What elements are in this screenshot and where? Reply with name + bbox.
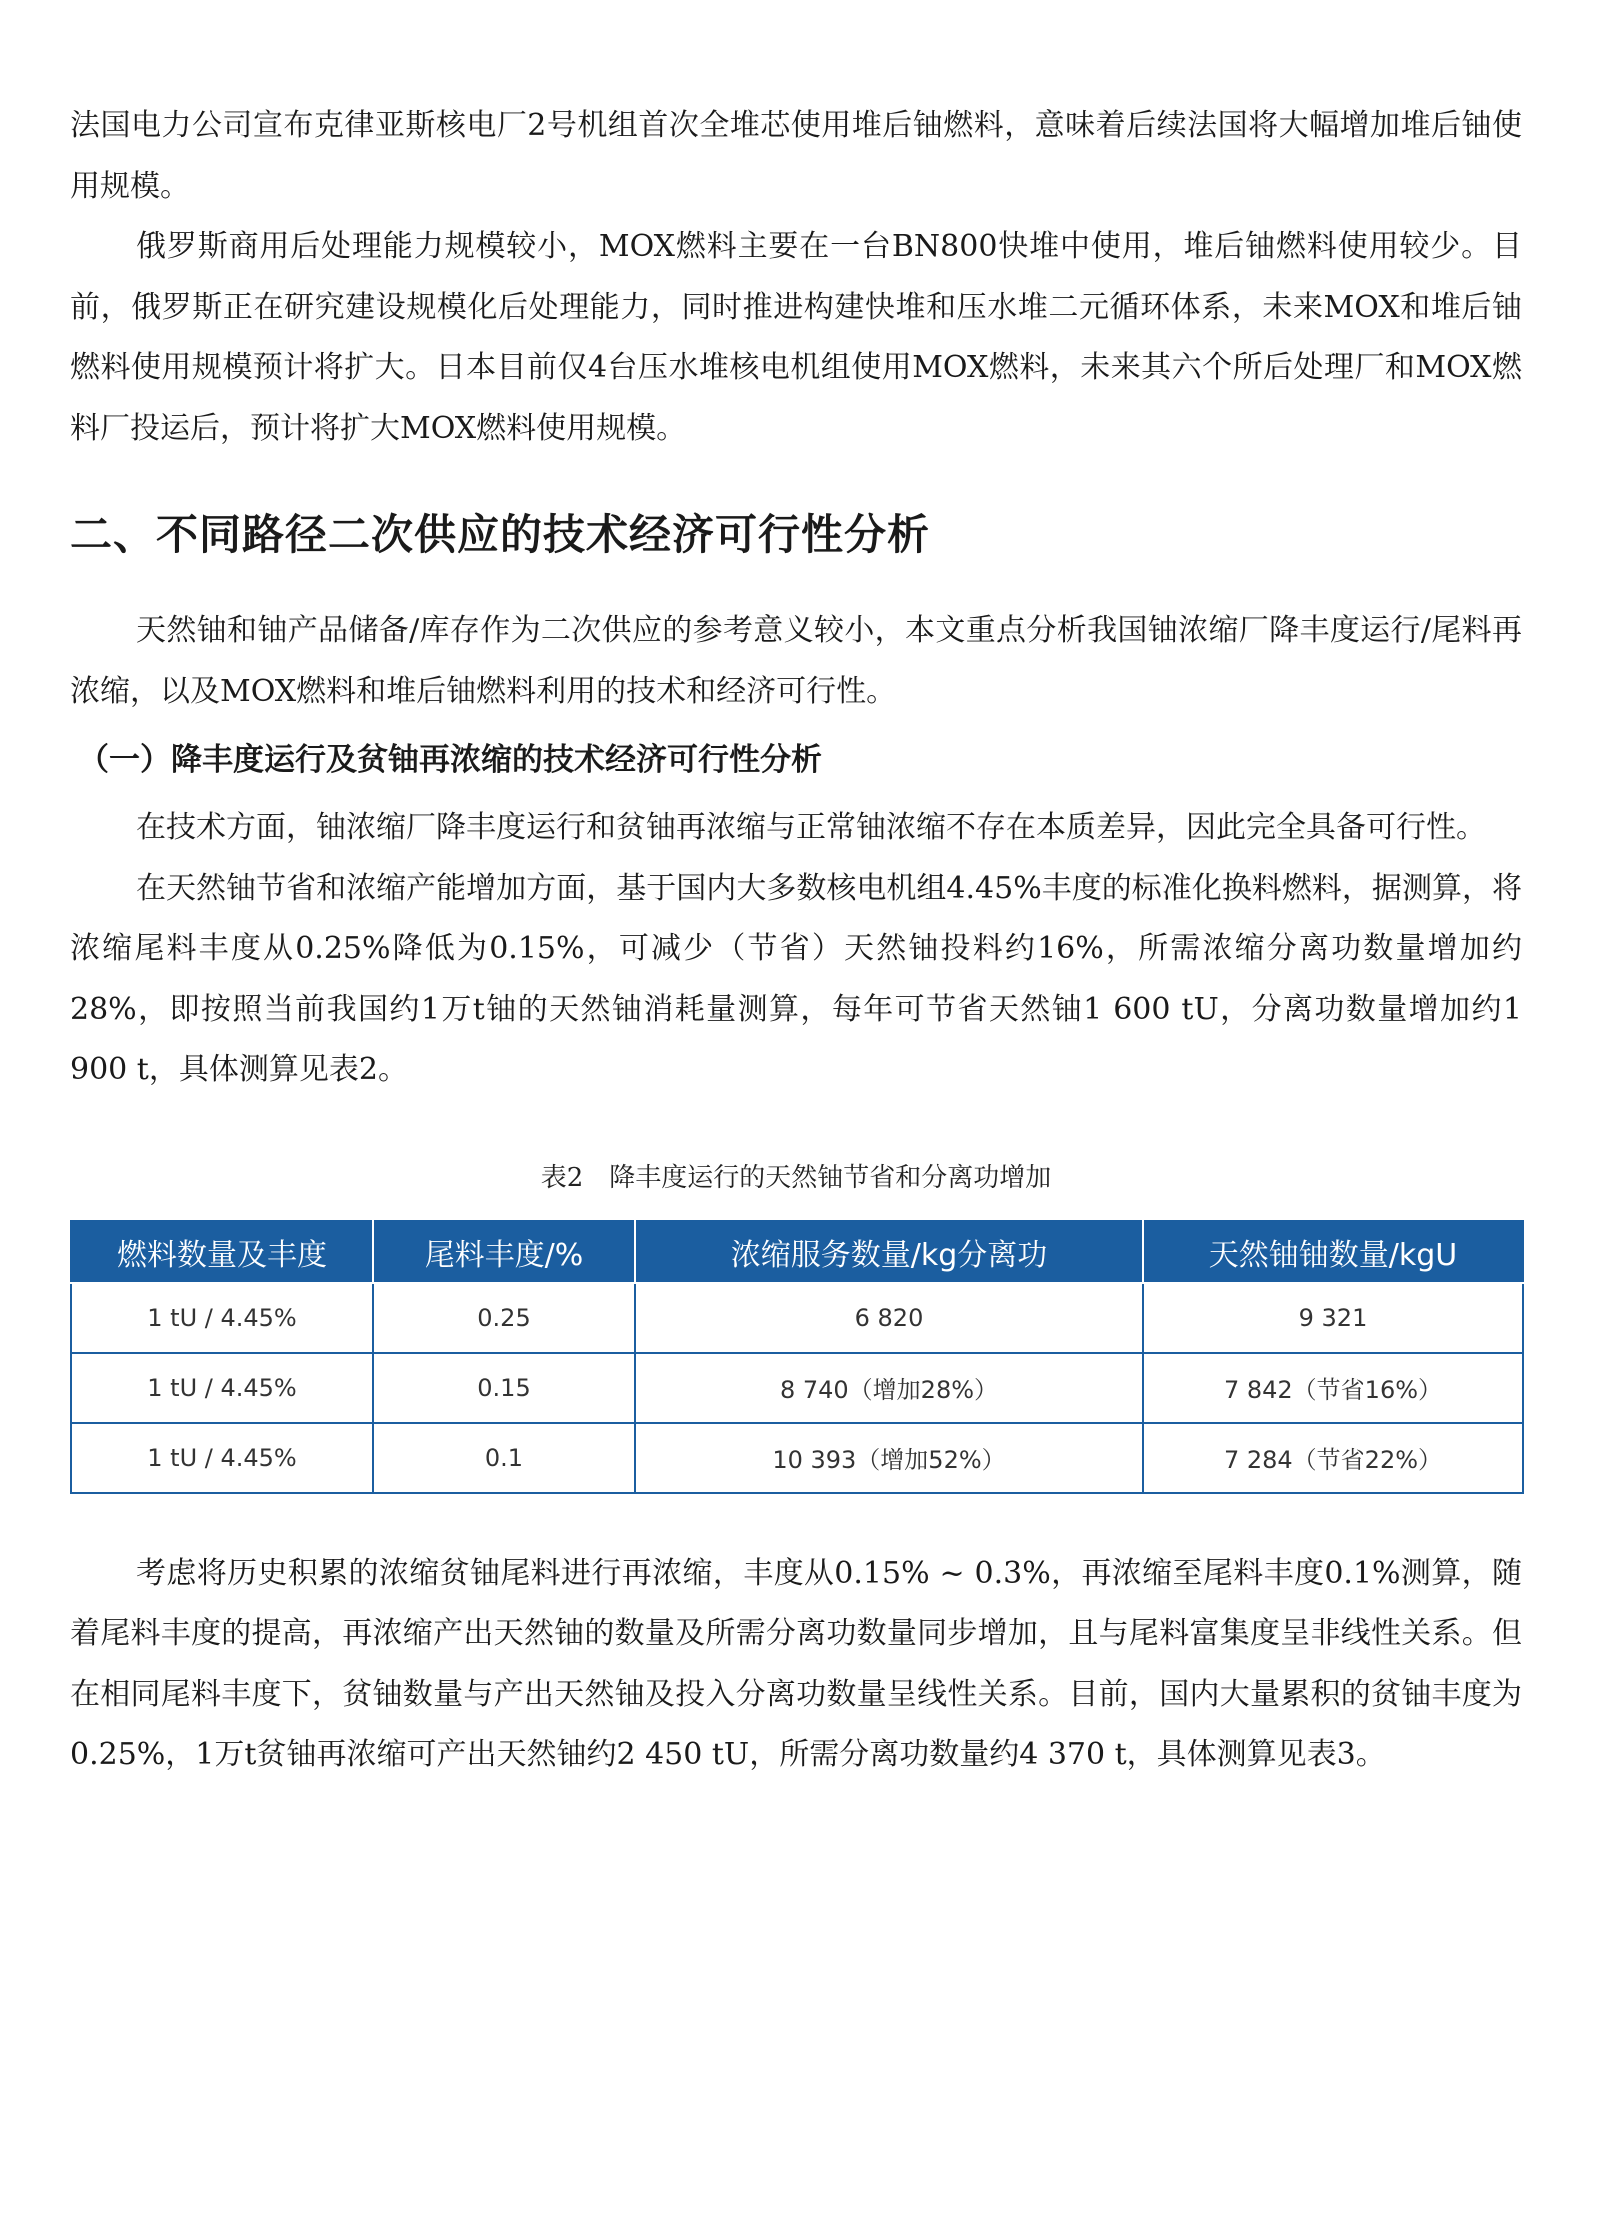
data-table xyxy=(70,1220,1524,1494)
table-row xyxy=(71,1423,1523,1493)
table-row xyxy=(71,1353,1523,1423)
table-caption: 表2 降丰度运行的天然铀节省和分离功增加 xyxy=(540,1162,1052,1193)
paragraph: 天然铀和铀产品储备/库存作为二次供应的参考意义较小，本文重点分析我国铀浓缩厂降丰度运行/尾料再浓缩，以及MOX燃料和堆后铀燃料利用的技术和经济可行性。 xyxy=(70,613,1522,709)
section-heading: 二、不同路径二次供应的技术经济可行性分析 xyxy=(70,510,931,559)
paragraph: 在技术方面，铀浓缩厂降丰度运行和贫铀再浓缩与正常铀浓缩不存在本质差异，因此完全具备可行性。 xyxy=(136,810,1486,845)
table-cell: 9 321 xyxy=(1143,1283,1523,1353)
table-cell: 1 tU / 4.45% xyxy=(71,1423,373,1493)
table-cell: 1 tU / 4.45% xyxy=(71,1353,373,1423)
paragraph: 法国电力公司宣布克律亚斯核电厂2号机组首次全堆芯使用堆后铀燃料，意味着后续法国将大幅增加堆后铀使用规模。 xyxy=(70,108,1522,204)
paragraph: 俄罗斯商用后处理能力规模较小，MOX燃料主要在一台BN800快堆中使用，堆后铀燃料使用较少。目前，俄罗斯正在研究建设规模化后处理能力，同时推进构建快堆和压水堆二元循环体系，未来MOX和堆后铀燃料使用规模预计将扩大。日本目前仅4台压水堆核电机组使用MOX燃料，未来其六个所后处理厂和MOX燃料厂投运后，预计将扩大MOX燃料使用规模。 xyxy=(70,229,1522,446)
table-header-row xyxy=(71,1221,1523,1283)
column-header: 尾料丰度/% xyxy=(373,1221,635,1283)
table-cell: 8 740（增加28%） xyxy=(635,1353,1143,1423)
table-row xyxy=(71,1283,1523,1353)
column-header: 浓缩服务数量/kg分离功 xyxy=(635,1221,1143,1283)
document-page xyxy=(70,96,1522,1786)
table-cell: 10 393（增加52%） xyxy=(635,1423,1143,1493)
column-header: 天然铀铀数量/kgU xyxy=(1143,1221,1523,1283)
paragraph: 在天然铀节省和浓缩产能增加方面，基于国内大多数核电机组4.45%丰度的标准化换料燃料，据测算，将浓缩尾料丰度从0.25%降低为0.15%，可减少（节省）天然铀投料约16%，所需浓缩分离功数量增加约28%，即按照当前我国约1万t铀的天然铀消耗量测算，每年可节省天然铀1 600 tU，分离功数量增加约1 900 t，具体测算见表2。 xyxy=(70,870,1522,1087)
table-cell: 1 tU / 4.45% xyxy=(71,1283,373,1353)
table-cell: 0.25 xyxy=(373,1283,635,1353)
paragraph: 考虑将历史积累的浓缩贫铀尾料进行再浓缩，丰度从0.15% ~ 0.3%，再浓缩至尾料丰度0.1%测算，随着尾料丰度的提高，再浓缩产出天然铀的数量及所需分离功数量同步增加，且与尾料富集度呈非线性关系。但在相同尾料丰度下，贫铀数量与产出天然铀及投入分离功数量呈线性关系。目前，国内大量累积的贫铀丰度为0.25%，1万t贫铀再浓缩可产出天然铀约2 450 tU，所需分离功数量约4 370 t，具体测算见表3。 xyxy=(70,1555,1522,1772)
table-cell: 0.15 xyxy=(373,1353,635,1423)
table-cell: 6 820 xyxy=(635,1283,1143,1353)
table-cell: 0.1 xyxy=(373,1423,635,1493)
column-header: 燃料数量及丰度 xyxy=(71,1221,373,1283)
subsection-heading: （一）降丰度运行及贫铀再浓缩的技术经济可行性分析 xyxy=(78,742,822,778)
table-cell: 7 842（节省16%） xyxy=(1143,1353,1523,1423)
table-cell: 7 284（节省22%） xyxy=(1143,1423,1523,1493)
